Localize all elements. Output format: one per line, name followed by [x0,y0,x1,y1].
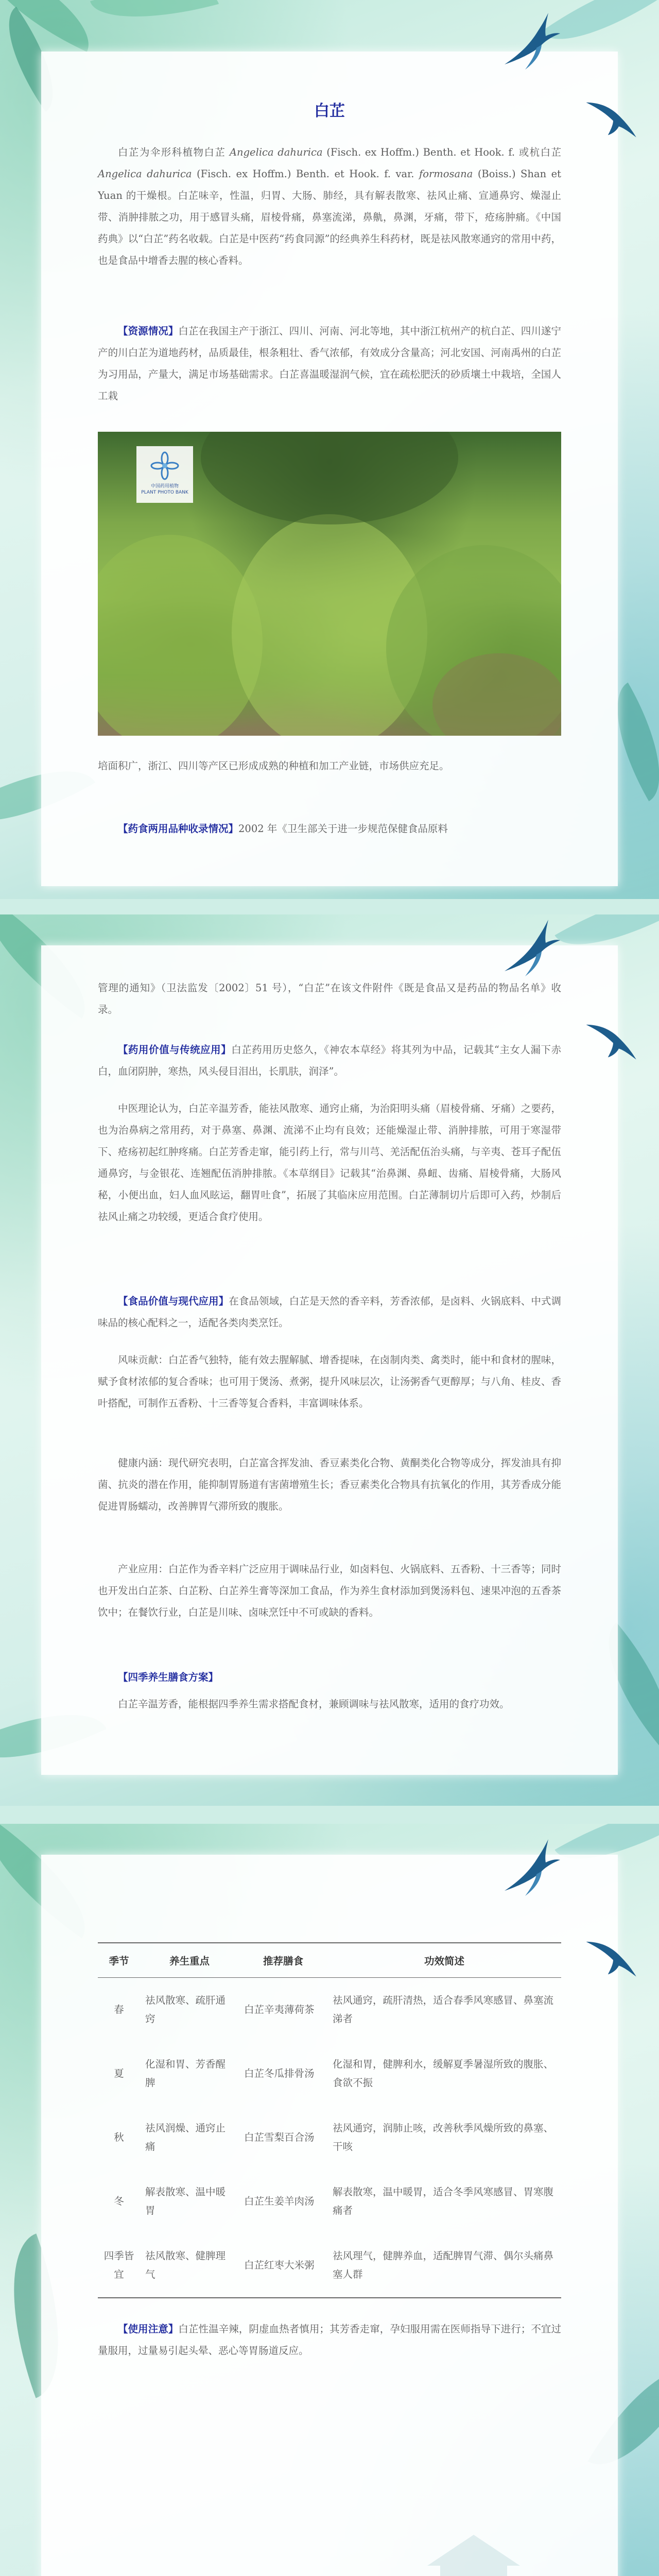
intro-text-d: (Boiss.) Shan et Yuan 的干燥根。白芷味辛，性温，归胃、大肠、肺经，具有解表散寒、祛风止痛、宣通鼻窍、燥湿止带、消肿排脓之功，用于感冒头痛，眉棱骨痛，鼻塞流涕，鼻鼽，鼻渊，牙痛，带下，疮疡肿痛。《中国药典》以“白芷”药名收载。白芷是中医药“药食同源”的经典养生科药材，既是祛风散寒通窍的常用中药，也是食品中增香去腥的核心香料。 [98,168,561,266]
plant-photo-bank-logo [136,446,193,503]
table-cell-diet: 白芷红枣大米粥 [239,2233,327,2298]
catalog-paragraph [98,818,561,840]
table-cell-season: 秋 [114,2131,124,2143]
table-cell-focus: 解表散寒、温中暖胃 [145,2186,226,2216]
seasonal-heading-line [98,1667,561,1688]
caution-heading: 【使用注意】 [118,2323,179,2335]
seasonal-diet-table [98,1942,561,2298]
table-cell-focus: 祛风散寒、健脾理气 [140,2233,239,2298]
content-card-1 [41,52,618,886]
table-cell-diet: 白芷生姜羊肉汤 [244,2195,315,2207]
content-card-3 [41,1855,618,2576]
medicinal-heading: 【药用价值与传统应用】 [118,1044,232,1056]
table-cell-season: 春 [114,2004,124,2015]
intro-text-a: 白芷为伞形科植物白芷 [118,146,230,158]
catalog-text-1: 2002 年《卫生部关于进一步规范保健食品原料 [238,823,448,835]
latin-name-1: Angelica dahurica [229,146,323,158]
table-cell-diet: 白芷冬瓜排骨汤 [244,2067,315,2079]
catalog-heading: 【药食两用品种收录情况】 [118,823,239,835]
page-section-2 [0,914,659,1806]
modern-paragraph-3: 健康内涵：现代研究表明，白芷富含挥发油、香豆素类化合物、黄酮类化合物等成分，挥发油具有抑菌、抗炎的潜在作用，能抑制胃肠道有害菌增殖生长；香豆素类化合物具有抗氧化的作用，其芳香成分能促进胃肠蠕动，改善脾胃气滞所致的腹胀。 [98,1457,561,1512]
table-header-focus: 养生重点 [140,1943,239,1978]
medicinal-paragraph [98,1039,561,1082]
flower-logo-icon [149,450,180,481]
logo-line-2: PLANT PHOTO BANK [141,490,188,495]
table-cell-focus: 祛风润燥、通窍止痛 [145,2122,226,2153]
table-cell-effect: 祛风通窍，疏肝清热，适合春季风寒感冒、鼻塞流涕者 [333,1994,554,2025]
swallow-bird-icon-2 [582,85,638,142]
page-title: 白芷 [314,102,345,120]
table-cell-focus: 化湿和胃、芳香醒脾 [145,2058,226,2089]
table-header-season: 季节 [98,1943,140,1978]
modern-paragraph [98,1291,561,1334]
latin-name-3: formosana [419,168,473,180]
modern-paragraph-2: 风味贡献：白芷香气独特，能有效去腥解腻、增香提味，在卤制肉类、禽类时，能中和食材的腥味，赋予食材浓郁的复合香味；也可用于煲汤、煮粥，提升风味层次，让汤粥香气更醇厚；与八角、桂皮、香叶搭配，可制作五香粉、十三香等复合香料，丰富调味体系。 [98,1354,561,1409]
table-cell-effect: 解表散寒，温中暖胃，适合冬季风寒感冒、胃寒腹痛者 [333,2186,554,2216]
modern-heading: 【食品价值与现代应用】 [118,1295,229,1307]
table-header-row [98,1943,561,1978]
intro-paragraph [98,142,561,272]
table-cell-season: 夏 [114,2067,124,2079]
modern-text: 在食品领域，白芷是天然的香辛料，芳香浓郁，是卤料、火锅底料、中式调味品的核心配料之一，适配各类肉类烹饪。 [98,1295,561,1329]
intro-text-c: (Fisch. ex Hoffm.) Benth. et Hook. f. var. [192,168,419,180]
table-cell-diet: 白芷雪梨百合汤 [244,2131,315,2143]
medicinal-paragraph-2: 中医理论认为，白芷辛温芳香，能祛风散寒、通窍止痛，为治阳明头痛（眉棱骨痛、牙痛）之要药，也为治鼻病之常用药，对于鼻塞、鼻渊、流涕不止均有良效；还能燥湿止带、消肿排脓，可用于寒湿带下、疮疡初起红肿疼痛。白芷芳香走窜，能引药上行，常与川芎、羌活配伍治头痛，与辛夷、苍耳子配伍通鼻窍，与金银花、连翘配伍消肿排脓。《本草纲目》记载其“治鼻渊、鼻衄、齿痛、眉棱骨痛，大肠风秘，小便出血，妇人血风眩运，翻胃吐食”，拓展了其临床应用范围。白芷薄制切片后即可入药，炒制后祛风止痛之功较缓，更适合食疗使用。 [98,1103,561,1223]
table-cell-season: 四季皆宜 [98,2233,140,2298]
seasonal-heading: 【四季养生膳食方案】 [118,1671,219,1683]
table-cell-season: 冬 [114,2195,124,2207]
table-row [98,2170,561,2233]
table-cell-effect: 祛风理气，健脾养血，适配脾胃气滞、偶尔头痛鼻塞人群 [327,2233,561,2298]
swallow-bird-icon-6 [582,1924,638,1981]
medicinal-text: 白芷药用历史悠久，《神农本草经》将其列为中品，记载其“主女人漏下赤白，血闭阴肿，寒热，风头侵目泪出，长肌肤，润泽”。 [98,1044,561,1077]
table-row [98,2233,561,2298]
swallow-bird-icon [494,8,561,75]
plant-photo [98,432,561,736]
resource-text-1: 白芷在我国主产于浙江、四川、河南、河北等地，其中浙江杭州产的杭白芷、四川遂宁产的川白芷为道地药材，品质最佳，根条粗壮、香气浓郁，有效成分含量高；河北安国、河南禹州的白芷为习用品，产量大，满足市场基础需求。白芷喜温暖湿润气候，宜在疏松肥沃的砂质壤土中栽培，全国人工栽 [98,325,561,402]
latin-name-2: Angelica dahurica [98,168,192,180]
resource-heading: 【资源情况】 [118,325,179,337]
seasonal-paragraph: 白芷辛温芳香，能根据四季养生需求搭配食材，兼顾调味与祛风散寒，适用的食疗功效。 [118,1698,510,1710]
table-header-effect: 功效简述 [327,1943,561,1978]
swallow-bird-icon-4 [582,1007,638,1064]
page-section-1 [0,0,659,899]
modern-paragraph-4: 产业应用：白芷作为香辛料广泛应用于调味品行业，如卤料包、火锅底料、五香粉、十三香等；同时也开发出白芷茶、白芷粉、白芷养生膏等深加工食品，作为养生食材添加到煲汤料包、速果冲泡的五香茶饮中；在餐饮行业，白芷是川味、卤味烹饪中不可或缺的香料。 [98,1563,561,1618]
table-cell-focus: 祛风散寒、疏肝通窍 [145,1994,226,2025]
table-row [98,1978,561,2042]
table-header-diet: 推荐膳食 [239,1943,327,1978]
table-cell-diet: 白芷辛夷薄荷茶 [244,2004,315,2015]
swallow-bird-icon-3 [494,914,561,981]
logo-line-1: 中国药用植物 [150,484,179,489]
table-row [98,2106,561,2170]
intro-text-b: (Fisch. ex Hoffm.) Benth. et Hook. f. 或杭白芷 [322,146,562,158]
catalog-paragraph-cont: 管理的通知》（卫法监发〔2002〕51 号），“白芷”在该文件附件《既是食品又是药品的物品名单》收录。 [98,982,561,1015]
swallow-bird-icon-5 [494,1834,561,1901]
resource-paragraph [98,320,561,407]
decorative-pavilion-watermark [350,2524,597,2576]
table-row [98,2042,561,2106]
page-section-3 [0,1824,659,2576]
caution-text: 白芷性温辛辣，阴虚血热者慎用；其芳香走窜，孕妇服用需在医师指导下进行；不宜过量服用，过量易引起头晕、恶心等胃肠道反应。 [98,2323,561,2357]
resource-paragraph-cont: 培面积广，浙江、四川等产区已形成成熟的种植和加工产业链，市场供应充足。 [98,760,449,772]
content-card-2 [41,945,618,1775]
caution-paragraph [98,2318,561,2362]
table-cell-effect: 祛风通窍，润肺止咳，改善秋季风燥所致的鼻塞、干咳 [333,2122,554,2153]
table-cell-effect: 化湿和胃，健脾利水，缓解夏季暑湿所致的腹胀、食欲不振 [333,2058,554,2089]
